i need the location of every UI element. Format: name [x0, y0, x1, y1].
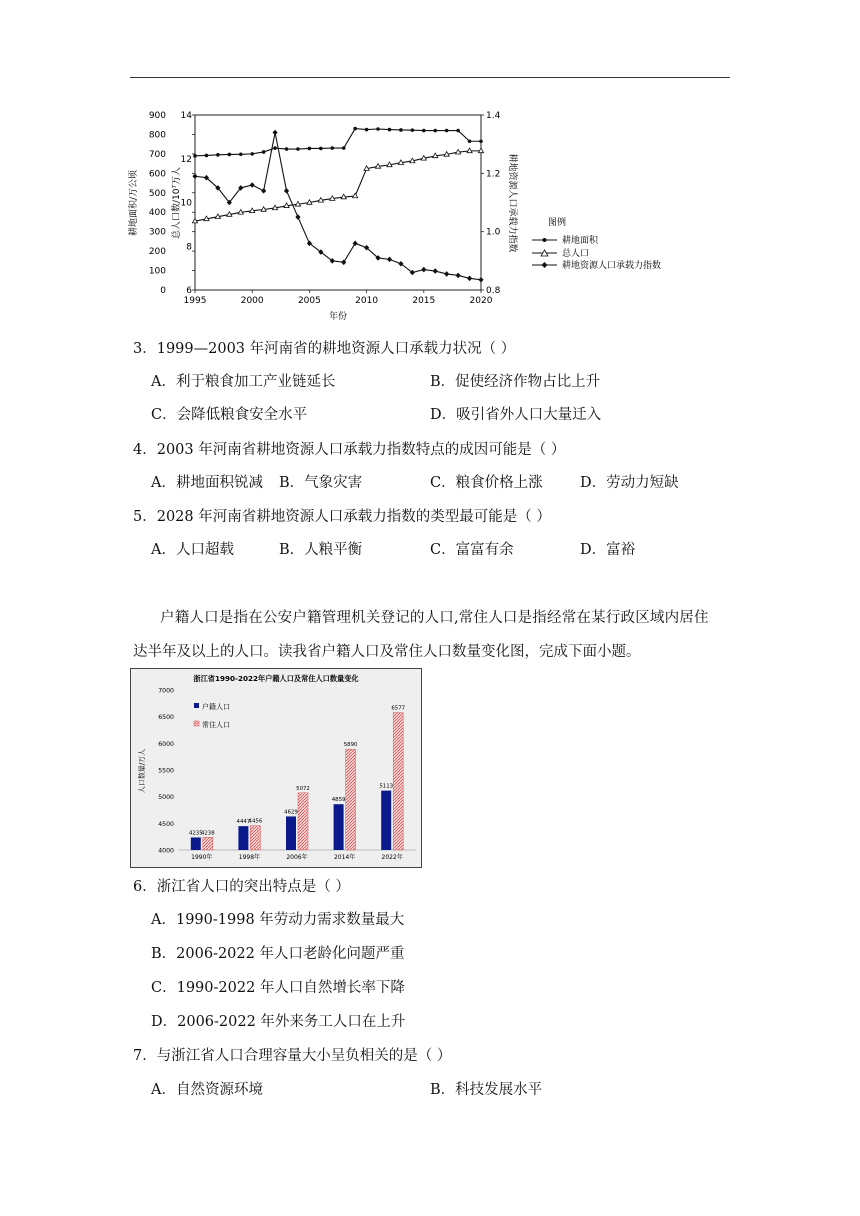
- data-label: 5113: [379, 783, 394, 790]
- q3-stem: 3．1999—2003 年河南省的耕地资源人口承载力状况（ ）: [133, 341, 516, 357]
- point-area: [193, 154, 197, 158]
- y-inner-tick-label: 8: [186, 242, 192, 253]
- legend: [532, 216, 661, 271]
- q3-option-a[interactable]: A．利于粮食加工产业链延长: [151, 374, 336, 390]
- x-tick-label: 1998年: [238, 854, 261, 861]
- point-index: [261, 188, 266, 194]
- bar-huji: [286, 816, 296, 850]
- q6-stem: 6．浙江省人口的突出特点是（ ）: [133, 879, 350, 895]
- x-tick-label: 2015: [412, 296, 436, 306]
- q6-option-b[interactable]: B．2006-2022 年人口老龄化问题严重: [151, 946, 405, 962]
- x-tick-label: 2014年: [333, 854, 356, 861]
- y-tick-label: 5000: [158, 794, 174, 802]
- point-area: [228, 153, 232, 157]
- q3-option-b[interactable]: B．促使经济作物占比上升: [430, 374, 601, 390]
- y-tick-label: 6000: [158, 740, 174, 748]
- y-tick-label: 5500: [158, 767, 174, 775]
- point-index: [250, 182, 255, 188]
- x-tick-label: 2000: [240, 296, 264, 306]
- point-area: [353, 127, 357, 131]
- data-label: 4456: [248, 818, 263, 825]
- q7-stem: 7．与浙江省人口合理容量大小呈负相关的是（ ）: [133, 1048, 452, 1064]
- q4-option-d[interactable]: D．劳动力短缺: [580, 475, 679, 491]
- point-area: [399, 128, 403, 132]
- q5-option-b[interactable]: B．人粮平衡: [279, 542, 363, 558]
- point-area: [205, 154, 209, 158]
- bar-huji: [238, 826, 248, 850]
- q6-option-c[interactable]: C．1990-2022 年人口自然增长率下降: [151, 980, 405, 996]
- bar-huji: [191, 837, 201, 850]
- data-label: 5890: [343, 742, 358, 749]
- passage-line-2: 达半年及以上的人口。读我省户籍人口及常住人口数量变化图，完成下面小题。: [133, 644, 641, 660]
- point-area: [479, 139, 483, 143]
- point-area: [216, 153, 220, 157]
- data-label: 4238: [200, 830, 215, 837]
- chart2-ylabel: 人口数量/万人: [138, 748, 146, 794]
- point-area: [456, 129, 460, 133]
- point-index: [272, 130, 277, 136]
- y-tick-label: 7000: [158, 687, 174, 695]
- q4-option-a[interactable]: A．耕地面积锐减: [151, 475, 263, 491]
- y-tick-label: 4000: [158, 847, 174, 855]
- bar-huji: [334, 804, 344, 850]
- x-axis-label: 年份: [328, 312, 348, 322]
- data-label: 5072: [296, 785, 310, 792]
- chart2-title: 浙江省1990-2022年户籍人口及常住人口数量变化: [193, 674, 359, 683]
- x-tick-label: 2020: [469, 296, 493, 306]
- point-area: [296, 147, 300, 151]
- y-right-label: 耕地资源人口承载力指数: [507, 153, 517, 253]
- point-index: [295, 214, 300, 220]
- point-area: [285, 147, 289, 151]
- y-outer-tick-label: 0: [160, 286, 166, 296]
- q4-stem: 4．2003 年河南省耕地资源人口承载力指数特点的成因可能是（ ）: [133, 442, 566, 458]
- point-index: [421, 267, 426, 273]
- q3-option-c[interactable]: C．会降低粮食安全水平: [151, 407, 308, 423]
- q4-option-c[interactable]: C．粮食价格上涨: [430, 475, 543, 491]
- point-area: [388, 128, 392, 132]
- henan-population-chart: [120, 105, 680, 330]
- bar-changzhu: [203, 837, 213, 850]
- y-tick-label: 4500: [158, 820, 174, 828]
- point-area: [250, 152, 254, 156]
- q5-stem: 5．2028 年河南省耕地资源人口承载力指数的类型最可能是（ ）: [133, 509, 551, 525]
- data-label: 4629: [284, 809, 298, 816]
- y-outer-tick-label: 400: [148, 208, 166, 219]
- point-area: [411, 128, 415, 132]
- point-area: [445, 129, 449, 133]
- y-inner-tick-label: 6: [186, 286, 192, 296]
- header-rule: [130, 77, 730, 78]
- q7-option-b[interactable]: B．科技发展水平: [430, 1082, 543, 1098]
- point-area: [422, 129, 426, 133]
- x-tick-label: 1990年: [191, 854, 213, 861]
- y-right-tick-label: 1.2: [486, 169, 501, 180]
- x-tick-label: 2005: [297, 296, 321, 306]
- legend-item-changzhu: 常住人口: [202, 721, 230, 729]
- y-right-tick-label: 1.0: [486, 227, 501, 238]
- data-label: 4447: [236, 819, 251, 826]
- y-outer-tick-label: 700: [148, 149, 166, 160]
- point-index: [192, 173, 197, 179]
- q7-option-a[interactable]: A．自然资源环境: [151, 1082, 263, 1098]
- q6-option-a[interactable]: A．1990-1998 年劳动力需求数量最大: [151, 912, 405, 928]
- legend-title: 图例: [548, 218, 567, 228]
- point-index: [284, 188, 289, 194]
- y-outer-tick-label: 300: [148, 227, 166, 238]
- data-label: 4859: [331, 797, 346, 804]
- point-index: [387, 257, 392, 263]
- x-tick-label: 2006年: [286, 854, 308, 861]
- bar-changzhu: [298, 793, 308, 850]
- point-index: [467, 276, 472, 282]
- legend-item-index: 耕地资源人口承载力指数: [562, 261, 662, 271]
- point-index: [444, 271, 449, 277]
- y-tick-label: 6500: [158, 714, 174, 722]
- x-tick-label: 2010: [355, 296, 379, 306]
- point-area: [273, 146, 277, 150]
- y-right-tick-label: 1.4: [486, 111, 501, 121]
- y-outer-tick-label: 800: [148, 130, 166, 141]
- series-line-pop: [195, 151, 481, 221]
- q3-option-d[interactable]: D．吸引省外人口大量迁入: [430, 407, 602, 423]
- q5-option-c[interactable]: C．富富有余: [430, 542, 514, 558]
- legend-item-pop: 总人口: [562, 249, 590, 259]
- bar-changzhu: [346, 749, 356, 850]
- zhejiang-population-chart: [130, 668, 422, 868]
- y-inner-tick-label: 14: [180, 111, 192, 121]
- passage-line-1: 户籍人口是指在公安户籍管理机关登记的人口,常住人口是指经常在某行政区域内居住: [160, 610, 709, 626]
- y-outer-tick-label: 100: [148, 266, 166, 277]
- y-outer-tick-label: 500: [148, 188, 166, 199]
- series-line-area: [195, 129, 481, 156]
- point-pop: [353, 193, 358, 198]
- y-inner-tick-label: 12: [180, 154, 192, 165]
- point-area: [308, 147, 312, 151]
- point-index: [433, 268, 438, 274]
- y-outer-tick-label: 600: [148, 169, 166, 180]
- bar-changzhu: [250, 826, 260, 850]
- point-area: [365, 128, 369, 132]
- x-tick-label: 2022年: [381, 854, 403, 861]
- point-area: [319, 147, 323, 151]
- point-area: [342, 146, 346, 150]
- point-area: [376, 127, 380, 131]
- point-index: [478, 277, 483, 283]
- q5-option-a[interactable]: A．人口超载: [151, 542, 234, 558]
- data-label: 4235: [188, 830, 203, 837]
- legend-item-huji: 户籍人口: [202, 703, 230, 711]
- legend-item-area: 耕地面积: [562, 236, 599, 246]
- y-outer-tick-label: 900: [148, 111, 166, 121]
- y-right-tick-label: 0.8: [486, 286, 501, 296]
- point-area: [330, 146, 334, 150]
- point-index: [456, 273, 461, 279]
- y-inner-tick-label: 10: [180, 198, 192, 209]
- point-area: [468, 139, 472, 143]
- y-left-outer-label: 耕地面积/万公顷: [129, 169, 139, 237]
- point-area: [239, 152, 243, 156]
- q5-option-d[interactable]: D．富裕: [580, 542, 636, 558]
- bar-huji: [381, 791, 391, 850]
- bar-changzhu: [393, 713, 403, 850]
- y-left-inner-label: 总人口数/10⁷万人: [172, 166, 182, 240]
- y-outer-tick-label: 200: [148, 247, 166, 258]
- q4-option-b[interactable]: B．气象灾害: [279, 475, 363, 491]
- point-area: [433, 129, 437, 133]
- point-area: [262, 150, 266, 154]
- x-tick-label: 1995: [183, 296, 207, 306]
- q6-option-d[interactable]: D．2006-2022 年外来务工人口在上升: [151, 1014, 406, 1030]
- data-label: 6577: [391, 705, 406, 712]
